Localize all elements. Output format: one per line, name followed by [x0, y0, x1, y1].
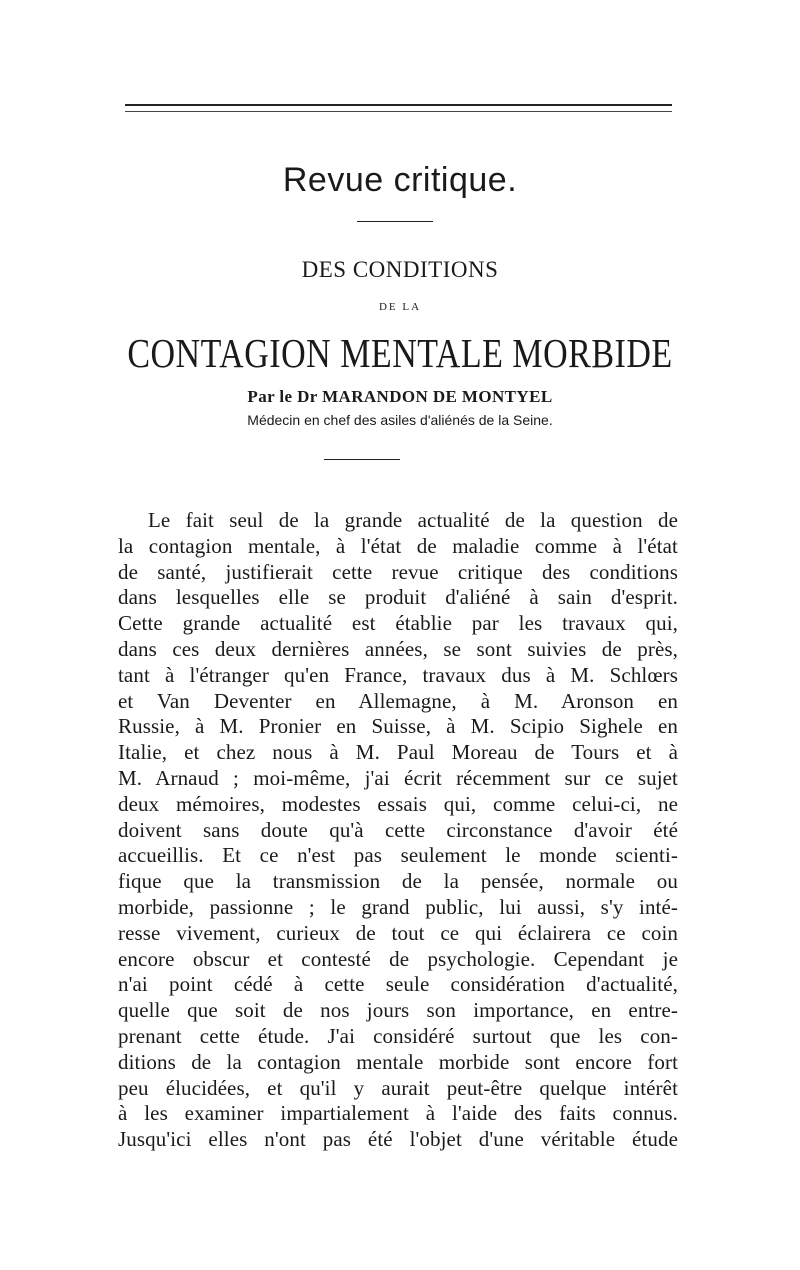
body-line: prenant cette étude. J'ai considéré surtout que les con-: [118, 1023, 678, 1048]
article-title-line-2: DE LA: [378, 301, 422, 313]
body-line: Italie, et chez nous à M. Paul Moreau de Tours et à: [118, 740, 678, 765]
article-title-line-1: DES CONDITIONS: [301, 257, 499, 282]
body-line: tant à l'étranger qu'en France, travaux dus à M. Schlœrs: [118, 662, 678, 687]
author-affiliation: Médecin en chef des asiles d'aliénés de la Seine.: [247, 412, 553, 428]
header-double-rule-top: [125, 104, 672, 106]
body-line: et Van Deventer en Allemagne, à M. Aronson en: [118, 688, 678, 713]
heading-separator-rule: [357, 221, 433, 222]
body-line: de santé, justifierait cette revue critique des conditions: [118, 559, 678, 584]
author-byline: Par le Dr MARANDON DE MONTYEL: [247, 387, 553, 406]
body-line: dans ces deux dernières années, se sont suivies de près,: [118, 636, 678, 661]
body-line: morbide, passionne ; le grand public, lui aussi, s'y inté-: [118, 894, 678, 919]
body-line: n'ai point cédé à cette seule considération d'actualité,: [118, 972, 678, 997]
body-line: deux mémoires, modestes essais qui, comme celui-ci, ne: [118, 791, 678, 816]
body-line: à les examiner impartialement à l'aide des faits connus.: [118, 1101, 678, 1126]
body-line: ditions de la contagion mentale morbide sont encore fort: [118, 1049, 678, 1074]
body-line: la contagion mentale, à l'état de maladie comme à l'état: [118, 533, 678, 558]
body-line: resse vivement, curieux de tout ce qui éclairera ce coin: [118, 920, 678, 945]
body-line: Cette grande actualité est établie par les travaux qui,: [118, 611, 678, 636]
body-line: fique que la transmission de la pensée, normale ou: [118, 869, 678, 894]
body-line: encore obscur et contesté de psychologie. Cependant je: [118, 946, 678, 971]
title-separator-rule: [324, 459, 400, 460]
article-title-line-3: CONTAGION MENTALE MORBIDE: [127, 332, 673, 377]
header-double-rule-bottom: [125, 111, 672, 112]
body-line: Jusqu'ici elles n'ont pas été l'objet d'une véritable étude: [118, 1127, 678, 1152]
article-body: [118, 508, 678, 1153]
body-line: doivent sans doute qu'à cette circonstance d'avoir été: [118, 817, 678, 842]
body-line: Russie, à M. Pronier en Suisse, à M. Scipio Sighele en: [118, 714, 678, 739]
body-line: peu élucidées, et qu'il y aurait peut-être quelque intérêt: [118, 1075, 678, 1100]
body-line: dans lesquelles elle se produit d'aliéné à sain d'esprit.: [118, 585, 678, 610]
body-line: M. Arnaud ; moi-même, j'ai écrit récemment sur ce sujet: [118, 765, 678, 790]
body-line: accueillis. Et ce n'est pas seulement le monde scienti-: [118, 843, 678, 868]
body-line: Le fait seul de la grande actualité de la question de: [148, 508, 678, 532]
section-heading: Revue critique.: [282, 161, 518, 199]
body-line: quelle que soit de nos jours son importance, en entre-: [118, 998, 678, 1023]
